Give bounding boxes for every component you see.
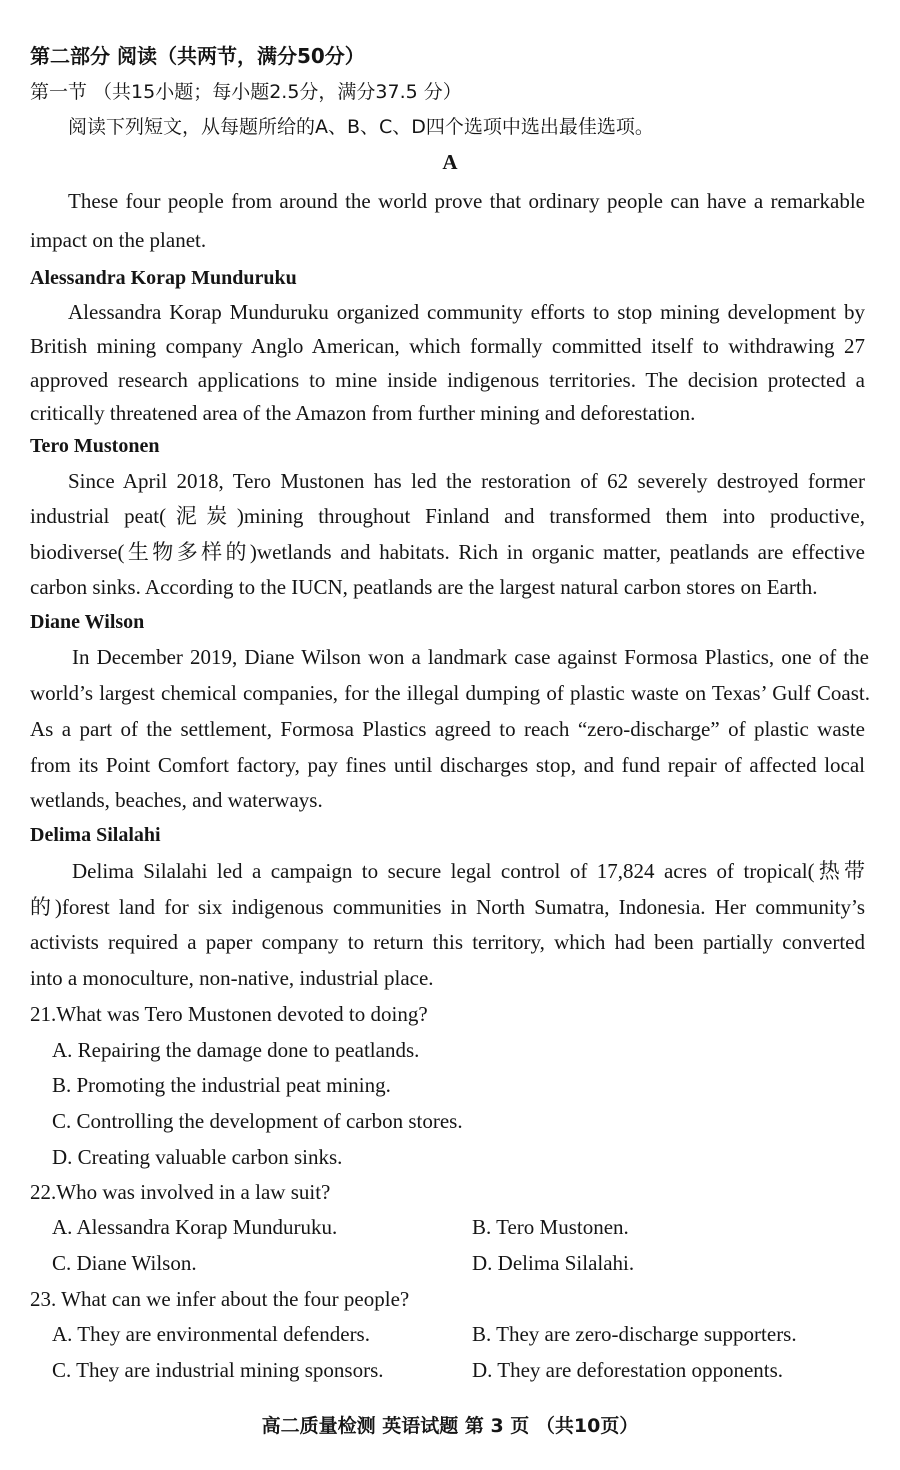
option-c: C. Controlling the development of carbon stores. [52, 1109, 463, 1133]
profile-name: Alessandra Korap Munduruku [30, 267, 297, 289]
profile-name: Diane Wilson [30, 611, 145, 633]
profile-line: wetlands, beaches, and waterways. [30, 788, 323, 812]
profile-line: In December 2019, Diane Wilson won a landmark case against Formosa Plastics, one of the [72, 645, 869, 669]
profile-line: 的)forest land for six indigenous communities in North Sumatra, Indonesia. Her community’s [30, 895, 865, 919]
section-header: 第一节 （共15小题；每小题2.5分，满分37.5 分） [30, 81, 462, 103]
profile-line: Alessandra Korap Munduruku organized community efforts to stop mining development by [68, 300, 865, 324]
profile-name: Delima Silalahi [30, 824, 161, 846]
option-b: B. Promoting the industrial peat mining. [52, 1073, 391, 1097]
option-d: D. Creating valuable carbon sinks. [52, 1145, 343, 1169]
profile-line: British mining company Anglo American, which formally committed itself to withdrawing 27 [30, 334, 865, 358]
option-a: A. Repairing the damage done to peatlands. [52, 1038, 420, 1062]
option-a: A. They are environmental defenders. [52, 1322, 370, 1346]
option-b: B. Tero Mustonen. [472, 1215, 629, 1239]
profile-line: approved research applications to mine inside indigenous territories. The decision protected a [30, 368, 865, 392]
profile-line: from its Point Comfort factory, pay fines until discharges stop, and fund repair of affected local [30, 753, 865, 777]
intro-line: These four people from around the world prove that ordinary people can have a remarkable [68, 189, 865, 213]
option-b: B. They are zero-discharge supporters. [472, 1322, 797, 1346]
profile-line: biodiverse(生物多样的)wetlands and habitats. Rich in organic matter, peatlands are effective [30, 540, 865, 564]
question-stem: 22.Who was involved in a law suit? [30, 1180, 331, 1204]
profile-line: critically threatened area of the Amazon from further mining and deforestation. [30, 401, 696, 425]
profile-line: activists required a paper company to return this territory, which had been partially converted [30, 930, 865, 954]
profile-line: As a part of the settlement, Formosa Plastics agreed to reach “zero-discharge” of plastic waste [30, 717, 865, 741]
option-c: C. They are industrial mining sponsors. [52, 1358, 384, 1382]
profile-line: Delima Silalahi led a campaign to secure legal control of 17,824 acres of tropical(热带 [72, 859, 865, 883]
option-d: D. Delima Silalahi. [472, 1251, 635, 1275]
profile-name: Tero Mustonen [30, 435, 160, 457]
profile-line: world’s largest chemical companies, for the illegal dumping of plastic waste on Texas’ Gulf Coast. [30, 681, 870, 705]
question-stem: 21.What was Tero Mustonen devoted to doing? [30, 1002, 428, 1026]
profile-line: Since April 2018, Tero Mustonen has led the restoration of 62 severely destroyed former [68, 469, 865, 493]
profile-line: into a monoculture, non-native, industrial place. [30, 966, 434, 990]
option-a: A. Alessandra Korap Munduruku. [52, 1215, 338, 1239]
instruction: 阅读下列短文，从每题所给的A、B、C、D四个选项中选出最佳选项。 [68, 116, 654, 138]
intro-line: impact on the planet. [30, 228, 207, 252]
part-header: 第二部分 阅读（共两节，满分50分） [30, 44, 365, 68]
profile-line: carbon sinks. According to the IUCN, peatlands are the largest natural carbon stores on Earth. [30, 575, 818, 599]
passage-label: A [442, 150, 458, 174]
question-stem: 23. What can we infer about the four people? [30, 1287, 410, 1311]
page-footer: 高二质量检测 英语试题 第 3 页 （共10页） [261, 1415, 639, 1437]
profile-line: industrial peat(泥炭)mining throughout Finland and transformed them into productive, [30, 504, 865, 528]
option-c: C. Diane Wilson. [52, 1251, 197, 1275]
option-d: D. They are deforestation opponents. [472, 1358, 784, 1382]
